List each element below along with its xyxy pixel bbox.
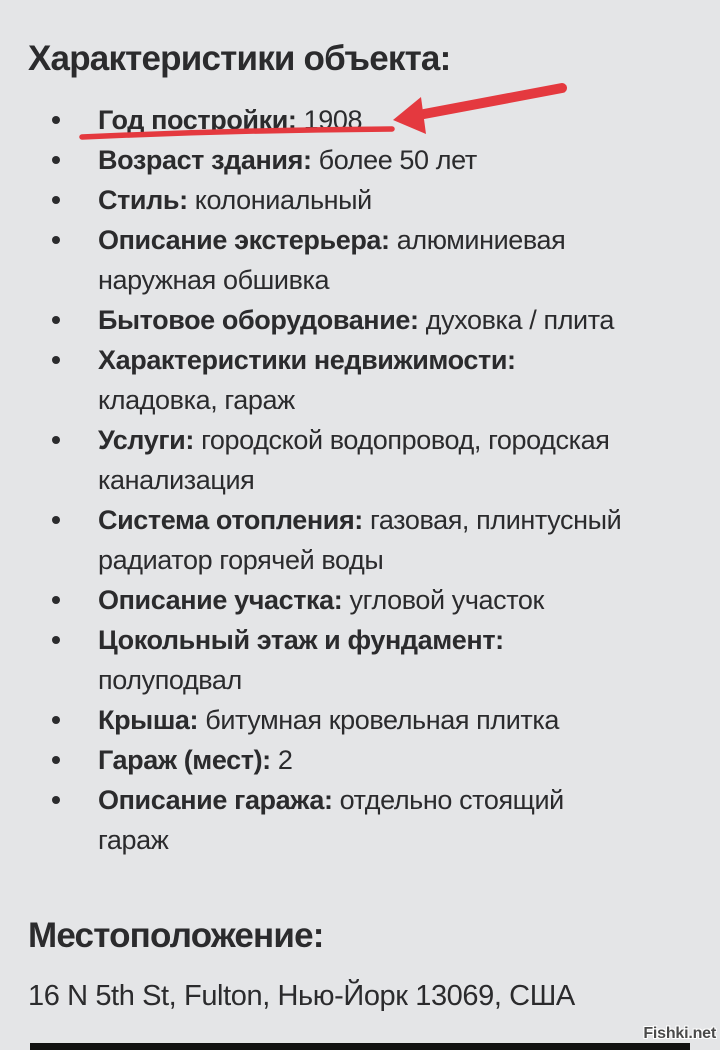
- item-label: Описание гаража:: [98, 785, 333, 815]
- item-value-line2: кладовка, гараж: [98, 385, 295, 415]
- item-label: Услуги:: [98, 425, 194, 455]
- list-item: [52, 340, 696, 420]
- item-label: Возраст здания:: [98, 145, 312, 175]
- location-address: 16 N 5th St, Fulton, Нью-Йорк 13069, США: [28, 980, 575, 1012]
- item-label: Крыша:: [98, 705, 199, 735]
- bullet-icon: [52, 436, 60, 444]
- characteristics-title: Характеристики объекта:: [28, 39, 451, 78]
- list-item: [52, 780, 696, 860]
- list-item: [52, 300, 696, 340]
- item-value: духовка / плита: [425, 305, 615, 335]
- item-value: более 50 лет: [318, 145, 477, 175]
- item-label: Гараж (мест):: [98, 745, 271, 775]
- list-item: [52, 700, 696, 740]
- list-item: [52, 140, 696, 180]
- list-item: [52, 420, 696, 500]
- item-label: Бытовое оборудование:: [98, 305, 419, 335]
- item-value: отдельно стоящий: [339, 785, 564, 815]
- item-value: городской водопровод, городская: [201, 425, 610, 455]
- item-value: угловой участок: [349, 585, 544, 615]
- item-value: газовая, плинтусный: [370, 505, 622, 535]
- list-item: [52, 580, 696, 620]
- red-underline-annotation: [76, 120, 400, 144]
- item-value: алюминиевая: [396, 225, 566, 255]
- item-value-line2: гараж: [98, 825, 169, 855]
- bullet-icon: [52, 316, 60, 324]
- item-label: Характеристики недвижимости:: [98, 345, 516, 375]
- characteristics-list: [52, 100, 696, 860]
- bullet-icon: [52, 716, 60, 724]
- item-value: битумная кровельная плитка: [205, 705, 560, 735]
- item-label: Цокольный этаж и фундамент:: [98, 625, 504, 655]
- list-item: [52, 220, 696, 300]
- list-item: [52, 500, 696, 580]
- item-value-line2: наружная обшивка: [98, 265, 330, 295]
- item-value: 1908: [303, 105, 363, 135]
- item-value-line2: полуподвал: [98, 665, 242, 695]
- item-label: Описание участка:: [98, 585, 343, 615]
- watermark: Fishki.net: [643, 1025, 716, 1042]
- bullet-icon: [52, 116, 60, 124]
- list-item: [52, 180, 696, 220]
- bullet-icon: [52, 196, 60, 204]
- item-label: Система отопления:: [98, 505, 363, 535]
- bullet-icon: [52, 636, 60, 644]
- bullet-icon: [52, 756, 60, 764]
- location-title: Местоположение:: [28, 916, 324, 955]
- item-label: Год постройки:: [98, 105, 297, 135]
- item-value: колониальный: [194, 185, 372, 215]
- bullet-icon: [52, 356, 60, 364]
- red-arrow-annotation: [388, 82, 568, 137]
- bullet-icon: [52, 796, 60, 804]
- bullet-icon: [52, 596, 60, 604]
- item-label: Стиль:: [98, 185, 188, 215]
- list-item: [52, 620, 696, 700]
- bottom-divider-bar: [30, 1043, 690, 1050]
- bullet-icon: [52, 516, 60, 524]
- bullet-icon: [52, 236, 60, 244]
- item-value-line2: радиатор горячей воды: [98, 545, 384, 575]
- item-value-line2: канализация: [98, 465, 255, 495]
- bullet-icon: [52, 156, 60, 164]
- list-item: [52, 740, 696, 780]
- item-label: Описание экстерьера:: [98, 225, 390, 255]
- item-value: 2: [277, 745, 293, 775]
